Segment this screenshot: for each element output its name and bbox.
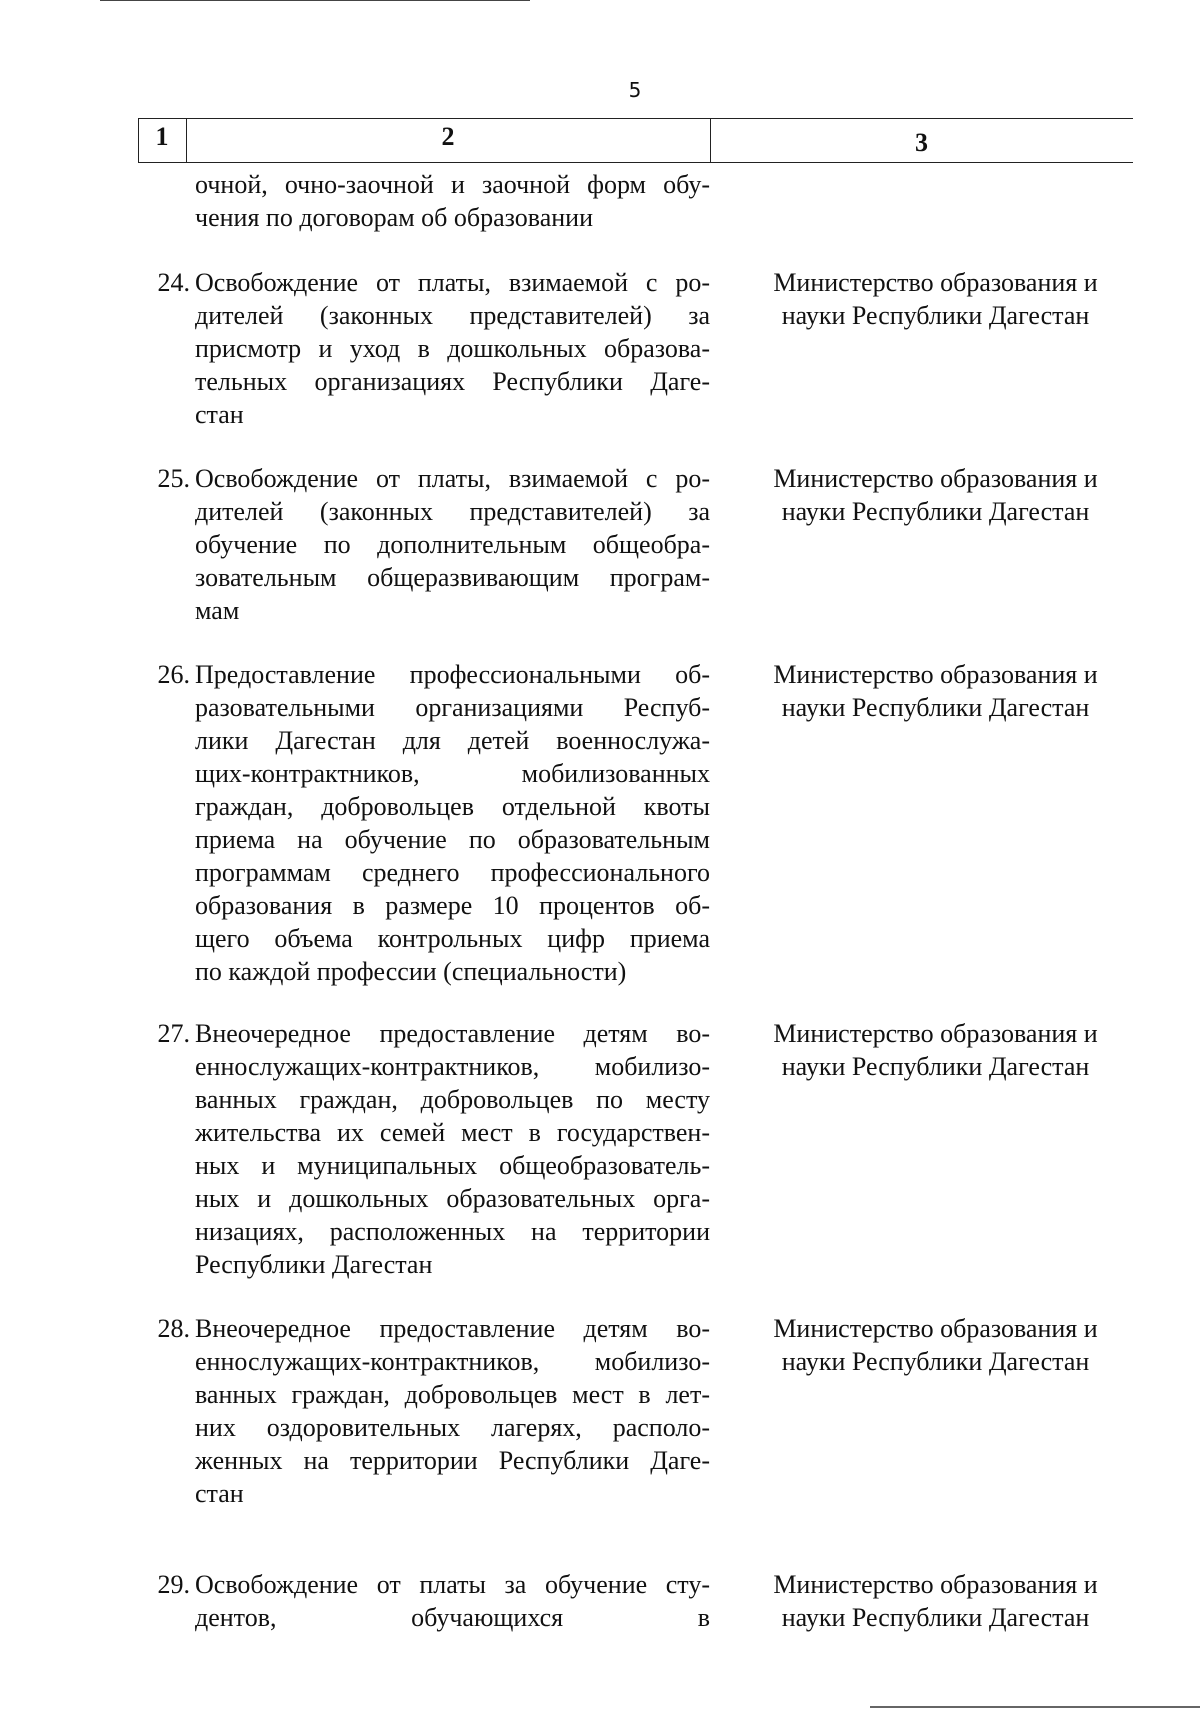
description-line: ванных граждан, добровольцев по месту <box>195 1085 710 1114</box>
description-line: присмотр и уход в дошкольных образова- <box>195 334 710 363</box>
description-line: ных и муниципальных общеобразователь- <box>195 1151 710 1180</box>
description-line: Внеочередное предоставление детям во- <box>195 1314 710 1343</box>
page-number: 5 <box>628 78 642 102</box>
description-line: низациях, расположенных на территории <box>195 1217 710 1246</box>
description-line: ванных граждан, добровольцев мест в лет- <box>195 1380 710 1409</box>
responsible-line: науки Республики Дагестан <box>781 497 1090 526</box>
responsible-line: науки Республики Дагестан <box>781 1347 1090 1376</box>
row-description <box>195 658 710 988</box>
responsible-line: науки Республики Дагестан <box>781 301 1090 330</box>
scan-artifact-top <box>100 0 530 1</box>
row-responsible <box>738 462 1133 528</box>
header-col-3: 3 <box>915 128 928 157</box>
description-line: обучение по дополнительным общеобра- <box>195 530 710 559</box>
description-line: Освобождение от платы за обучение сту- <box>195 1570 710 1599</box>
description-line: дителей (законных представителей) за <box>195 301 710 330</box>
description-line: стан <box>195 400 244 429</box>
row-description <box>195 462 710 627</box>
row-number: 25. <box>157 464 190 493</box>
responsible-line: Министерство образования и <box>773 268 1098 297</box>
responsible-line: Министерство образования и <box>773 1314 1098 1343</box>
description-line: дентов, обучающихся в <box>195 1603 710 1632</box>
scan-artifact-bottom <box>870 1706 1200 1708</box>
row-responsible <box>738 266 1133 332</box>
row-responsible <box>738 1568 1133 1634</box>
row-number: 26. <box>157 660 190 689</box>
row-description <box>195 1312 710 1510</box>
header-col-2: 2 <box>441 122 455 151</box>
description-line: лики Дагестан для детей военнослужа- <box>195 726 710 755</box>
row-number: 27. <box>157 1019 190 1048</box>
description-line: Внеочередное предоставление детям во- <box>195 1019 710 1048</box>
description-line: тельных организациях Республики Даге- <box>195 367 710 396</box>
description-line: по каждой профессии (специальности) <box>195 957 627 986</box>
row-description <box>195 266 710 431</box>
description-line: граждан, добровольцев отдельной квоты <box>195 792 710 821</box>
header-col-1: 1 <box>155 122 169 151</box>
responsible-line: Министерство образования и <box>773 1570 1098 1599</box>
row-responsible <box>738 1312 1133 1378</box>
description-line: женных на территории Республики Даге- <box>195 1446 710 1475</box>
continuation-line: очной, очно-заочной и заочной форм обу- <box>195 170 710 199</box>
table-header <box>138 118 1133 164</box>
description-line: зовательным общеразвивающим програм- <box>195 563 710 592</box>
responsible-line: Министерство образования и <box>773 464 1098 493</box>
description-line: дителей (законных представителей) за <box>195 497 710 526</box>
description-line: Освобождение от платы, взимаемой с ро- <box>195 268 710 297</box>
header-top-border <box>138 118 1133 119</box>
description-line: щего объема контрольных цифр приема <box>195 924 710 953</box>
row-number: 24. <box>157 268 190 297</box>
description-line: жительства их семей мест в государствен- <box>195 1118 710 1147</box>
description-line: мам <box>195 596 240 625</box>
description-line: разовательными организациями Респуб- <box>195 693 710 722</box>
description-line: еннослужащих-контрактников, мобилизо- <box>195 1052 710 1081</box>
responsible-line: науки Республики Дагестан <box>781 1052 1090 1081</box>
description-line: приема на обучение по образовательным <box>195 825 710 854</box>
description-line: стан <box>195 1479 244 1508</box>
row-number: 28. <box>157 1314 190 1343</box>
row-description <box>195 1568 710 1634</box>
description-line: программам среднего профессионального <box>195 858 710 887</box>
row-responsible <box>738 1017 1133 1083</box>
description-line: ных и дошкольных образовательных орга- <box>195 1184 710 1213</box>
description-line: Предоставление профессиональными об- <box>195 660 710 689</box>
row-description <box>195 1017 710 1281</box>
description-line: образования в размере 10 процентов об- <box>195 891 710 920</box>
description-line: щих-контрактников, мобилизованных <box>195 759 710 788</box>
header-bottom-border <box>138 162 1133 163</box>
responsible-line: Министерство образования и <box>773 1019 1098 1048</box>
responsible-line: науки Республики Дагестан <box>781 1603 1090 1632</box>
description-line: еннослужащих-контрактников, мобилизо- <box>195 1347 710 1376</box>
description-line: них оздоровительных лагерях, располо- <box>195 1413 710 1442</box>
description-line: Республики Дагестан <box>195 1250 433 1279</box>
row-responsible <box>738 658 1133 724</box>
row-number: 29. <box>157 1570 190 1599</box>
continuation-line: чения по договорам об образовании <box>195 203 593 232</box>
responsible-line: науки Республики Дагестан <box>781 693 1090 722</box>
responsible-line: Министерство образования и <box>773 660 1098 689</box>
description-line: Освобождение от платы, взимаемой с ро- <box>195 464 710 493</box>
continuation-text <box>195 168 710 234</box>
